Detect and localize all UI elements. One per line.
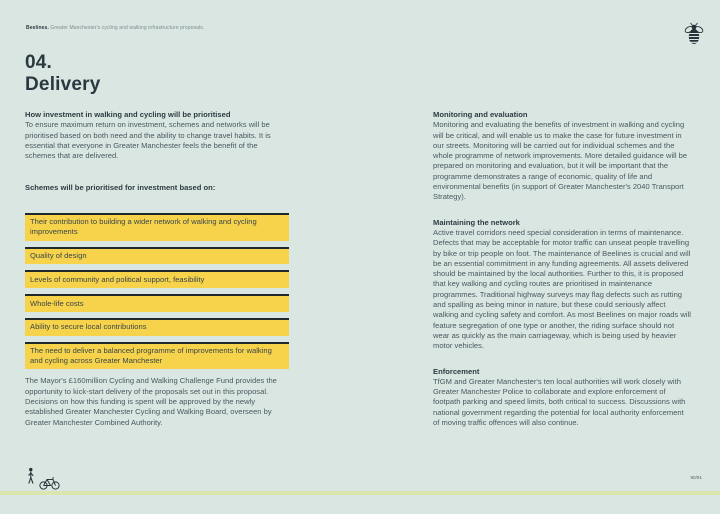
closing-paragraph: The Mayor's £160million Cycling and Walking Challenge Fund provides the opportunity to kick-start delivery of the proposals set out in this proposal. Decisions on how this funding is spent will be approved by the newly established Greater Manchester Cycling and Walking Board, overseen by Greater Manchester Combined Authority. xyxy=(25,376,277,427)
section-body: Monitoring and evaluating the benefits of investment in walking and cycling will be critical, and will enable us to make the case for future investment in our streets. Monitoring will be carried out for individual schemes and the whole programme of network improvements. More detailed guidance will be prepared on monitoring and evaluation, but it will be important that the programme demonstrates a range of economic, quality of life and environmental benefits (in support of Greater Manchester's 2040 Transport Strategy). xyxy=(433,120,688,202)
section-heading: Enforcement xyxy=(433,366,480,376)
priority-list xyxy=(25,213,289,370)
page-header xyxy=(26,25,204,31)
bicycle-icon xyxy=(40,478,59,489)
header-subtitle: Greater Manchester's cycling and walking infrastructure proposals. xyxy=(48,25,205,31)
pedestrian-icon xyxy=(29,468,34,484)
footer-icons xyxy=(26,467,62,491)
chapter-title xyxy=(25,52,101,96)
intro-heading: How investment in walking and cycling will be prioritised xyxy=(25,110,231,119)
left-column xyxy=(25,110,289,428)
section-heading: Monitoring and evaluation xyxy=(433,110,528,119)
page-number: 90/91 xyxy=(690,475,702,480)
right-column xyxy=(433,110,692,443)
chapter-name: Delivery xyxy=(25,74,101,95)
priority-item: The need to deliver a balanced programme of improvements for walking and cycling across Greater Manchester xyxy=(25,342,289,370)
section-body: TfGM and Greater Manchester's ten local authorities will work closely with Greater Manchester Police to collaborate and explore enforcement of footpath parking and speed limits, both critical to success. Discussions with national government regarding the potential for local authority enforcement of moving traffic offences will also continue. xyxy=(433,376,686,428)
brand-name: Beelines. xyxy=(26,25,49,31)
section-enforcement xyxy=(433,367,692,429)
section-heading: Maintaining the network xyxy=(433,217,520,227)
section-body: Active travel corridors need special consideration in terms of maintenance. Defects that may be acceptable for motor traffic can unseat people travelling by bike or trip people on foot. The maintenance of Beelines is crucial and will be an essential commitment in any funding agreements. All assets delivered should be maintained by the local authorities. Further to this, it is proposed that key walking and cycling routes are prioritised in maintenance programmes. Traditional highway surveys may flag defects such as rutting and spalling as being minor in nature, but these could seriously affect walking and cycling safety and comfort. As most Beelines on major roads will feature segregation of one type or another, the riding surface should not wear as quickly as the main carriageway, which is being used by heavier motor vehicles. xyxy=(433,227,691,351)
priorities-heading: Schemes will be prioritised for investment based on: xyxy=(25,183,216,193)
priority-item: Whole-life costs xyxy=(25,294,289,312)
priority-item: Quality of design xyxy=(25,247,289,265)
section-monitoring xyxy=(433,110,692,203)
chapter-number: 04. xyxy=(25,52,53,73)
footer-rule xyxy=(0,491,720,495)
section-maintenance xyxy=(433,218,692,352)
priority-item: Ability to secure local contributions xyxy=(25,318,289,336)
priority-item: Their contribution to building a wider network of walking and cycling improvements xyxy=(25,213,289,241)
bee-icon xyxy=(684,22,704,48)
priority-item: Levels of community and political support, feasibility xyxy=(25,270,289,288)
intro-body: To ensure maximum return on investment, schemes and networks will be prioritised based on both need and the ability to change travel habits. It is essential that everyone in Greater Manchester feels the benefit of the schemes that are delivered. xyxy=(25,120,271,161)
